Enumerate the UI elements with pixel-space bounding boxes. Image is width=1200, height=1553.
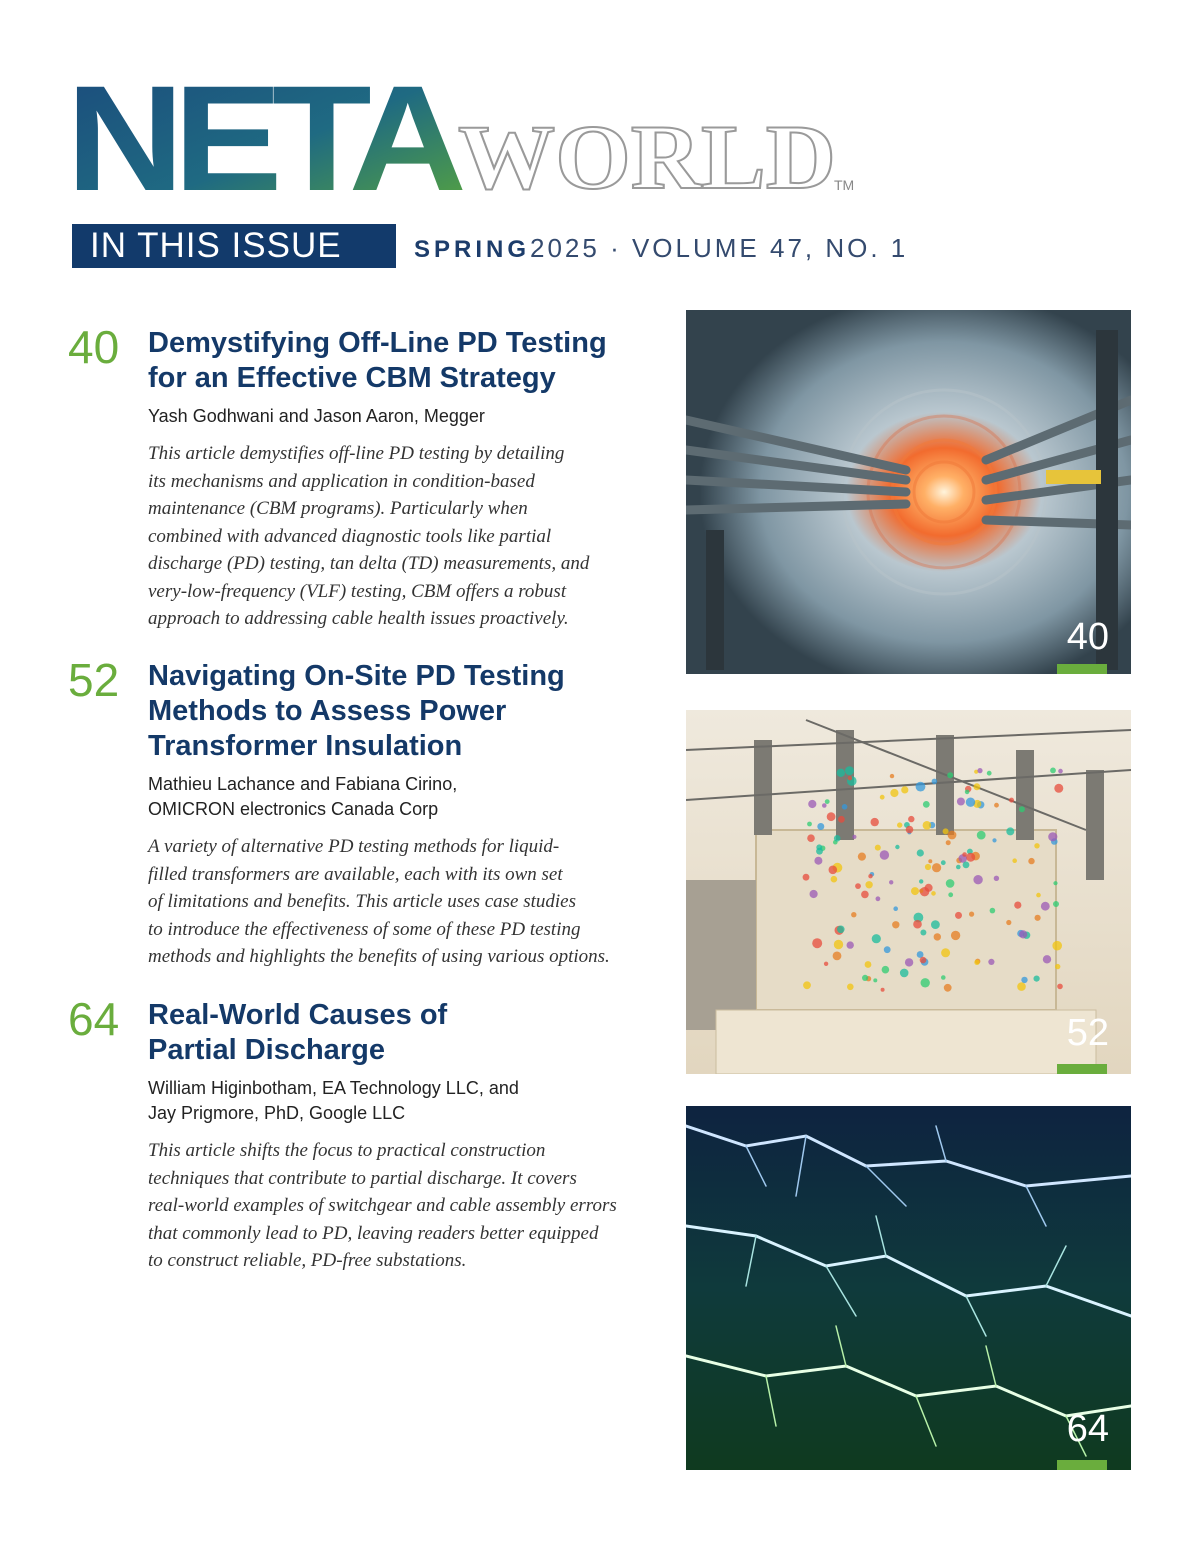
- summary-line: approach to addressing cable health issues proactively.: [148, 608, 569, 629]
- logo-neta-text: NETA: [66, 62, 464, 202]
- photo-accent-bar: [1057, 664, 1107, 674]
- summary-line: to introduce the effectiveness of some of these PD testing: [148, 918, 581, 940]
- masthead-logo: [66, 62, 866, 202]
- author-line: Yash Godhwani and Jason Aaron, Megger: [148, 406, 485, 426]
- summary-line: techniques that contribute to partial discharge. It covers: [148, 1167, 577, 1189]
- article-title[interactable]: [148, 998, 628, 1068]
- article-page-number: 64: [68, 993, 120, 1045]
- transformer-substation-photo[interactable]: [686, 710, 1131, 1074]
- title-line: Methods to Assess Power: [148, 695, 507, 727]
- photo-page-label: 40: [1066, 616, 1109, 658]
- electric-discharge-photo[interactable]: [686, 1106, 1131, 1470]
- article-64[interactable]: [68, 993, 628, 1278]
- photo-accent-bar: [1057, 1460, 1107, 1470]
- issue-volume: 2025 · VOLUME 47, NO. 1: [530, 233, 909, 263]
- article-summary: [148, 833, 628, 971]
- title-line: Partial Discharge: [148, 1034, 385, 1066]
- summary-line: discharge (PD) testing, tan delta (TD) measurements, and: [148, 553, 590, 574]
- trademark-mark: TM: [834, 177, 855, 193]
- cable-tunnel-photo[interactable]: [686, 310, 1131, 674]
- photo-accent-bar: [1057, 1064, 1107, 1074]
- author-line: William Higinbotham, EA Technology LLC, and: [148, 1078, 519, 1098]
- author-line: OMICRON electronics Canada Corp: [148, 799, 439, 819]
- summary-line: This article demystifies off-line PD testing by detailing: [148, 443, 565, 464]
- author-line: Mathieu Lachance and Fabiana Cirino,: [148, 774, 458, 794]
- in-this-issue-banner: [72, 224, 396, 268]
- summary-line: real-world examples of switchgear and cable assembly errors: [148, 1195, 617, 1216]
- article-title[interactable]: [148, 326, 628, 396]
- summary-line: A variety of alternative PD testing methods for liquid-: [148, 836, 560, 857]
- title-line: Real-World Causes of: [148, 999, 448, 1031]
- photo-page-label: 64: [1066, 1408, 1109, 1450]
- summary-line: combined with advanced diagnostic tools like partial: [148, 525, 552, 547]
- summary-line: of limitations and benefits. This article uses case studies: [148, 891, 577, 912]
- article-page-number: 40: [68, 321, 120, 373]
- article-40[interactable]: [68, 321, 628, 629]
- title-line: for an Effective CBM Strategy: [148, 362, 556, 394]
- summary-line: its mechanisms and application in condition-based: [148, 470, 535, 492]
- summary-line: methods and highlights the benefits of using various options.: [148, 946, 610, 967]
- article-authors: [148, 772, 628, 822]
- article-authors: [148, 1076, 628, 1126]
- article-52[interactable]: [68, 654, 628, 969]
- author-line: Jay Prigmore, PhD, Google LLC: [148, 1103, 406, 1123]
- summary-line: filled transformers are available, each with its own set: [148, 863, 563, 885]
- title-line: Navigating On-Site PD Testing: [148, 660, 565, 692]
- title-line: Transformer Insulation: [148, 730, 463, 762]
- summary-line: that commonly lead to PD, leaving readers better equipped: [148, 1222, 599, 1244]
- summary-line: to construct reliable, PD-free substations.: [148, 1250, 467, 1271]
- article-summary: [148, 1137, 628, 1275]
- issue-info: [414, 230, 908, 266]
- summary-line: maintenance (CBM programs). Particularly when: [148, 498, 528, 519]
- article-summary: [148, 440, 628, 633]
- article-authors: [148, 404, 628, 429]
- issue-season: SPRING: [414, 236, 531, 263]
- article-title[interactable]: [148, 659, 628, 764]
- article-page-number: 52: [68, 654, 120, 706]
- in-this-issue-label: IN THIS ISSUE: [90, 226, 342, 265]
- title-line: Demystifying Off-Line PD Testing: [148, 327, 607, 359]
- logo-world-text: WORLD: [458, 106, 836, 202]
- summary-line: This article shifts the focus to practical construction: [148, 1140, 546, 1161]
- photo-page-label: 52: [1066, 1012, 1109, 1054]
- summary-line: very-low-frequency (VLF) testing, CBM offers a robust: [148, 580, 567, 602]
